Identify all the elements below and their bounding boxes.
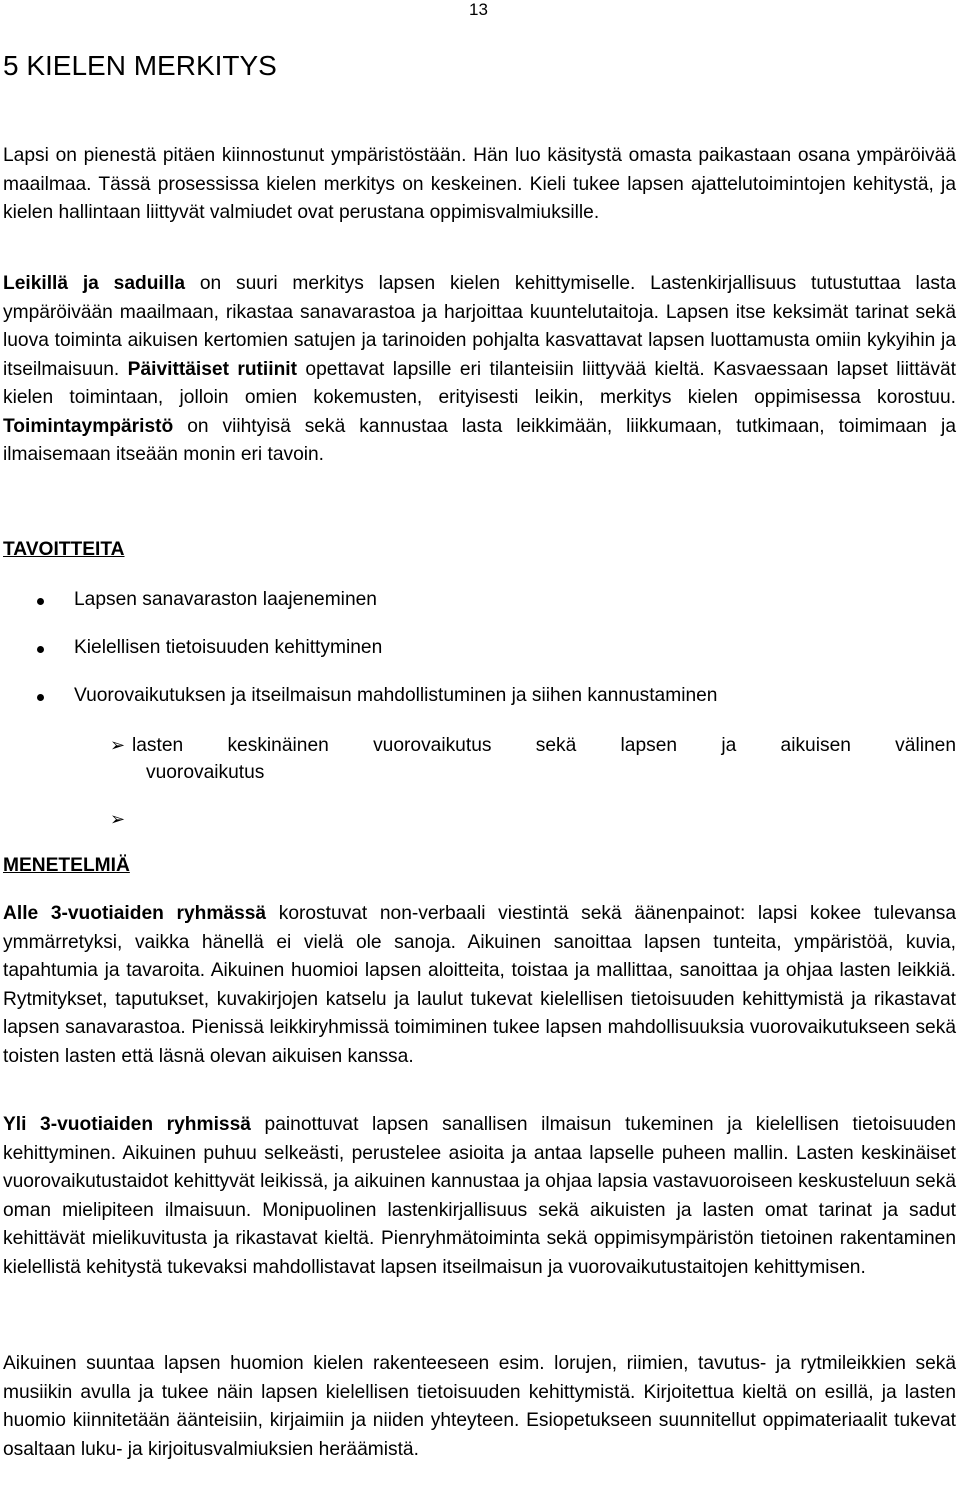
paragraph-text: on suuri merkitys lapsen kielen kehittymiselle. Lastenkirjallisuus tutustuttaa lasta ympäröivään maailmaan, rikastaa sanavarastoa ja harjoittaa kuuntelutaitoja. Lapsen itse keksimät tarinat sekä luova toiminta aikuisen kertomien satujen ja tarinoiden pohjalta kasvattavat lapsen luottamusta omiin kykyihin ja itseilmaisuun. — [3, 273, 956, 380]
page-number: 13 — [469, 0, 488, 19]
language-structure-paragraph: Aikuinen suuntaa lapsen huomion kielen rakenteeseen esim. lorujen, riimien, tavutus- ja rytmileikkien sekä musiikin avulla ja tukee näin lapsen kielellisen tietoisuuden kehittymistä. Kirjoitettua kieltä on esillä, ja lasten huomio kiinnitetään äänteisiin, kirjaimiin ja niiden yhteyteen. Esiopetukseen suunnitellut oppimateriaalit tukevat osaltaan luku- ja kirjoitusvalmiuksien heräämistä. — [3, 1353, 956, 1460]
play-and-tales-term: Leikillä ja saduilla — [3, 273, 186, 294]
language-play-paragraph — [3, 270, 956, 470]
methods-heading: MENETELMIÄ — [3, 855, 130, 876]
daily-routines-term: Päivittäiset rutiinit — [127, 358, 298, 380]
bullet-icon — [37, 694, 44, 701]
goals-heading: TAVOITTEITA — [3, 539, 125, 560]
arrow-bullet-icon: ➢ — [110, 735, 126, 755]
list-item-text: Vuorovaikutuksen ja itseilmaisun mahdollistuminen ja siihen kannustaminen — [74, 685, 718, 706]
sub-list-item — [110, 732, 956, 786]
list-item-text: Lapsen sanavaraston laajeneminen — [74, 589, 377, 610]
over-3-paragraph — [3, 1111, 956, 1282]
paragraph-text: opettavat lapsille eri tilanteisiin liittyvää kieltä. Kasvaessaan lapset liittävät kielen toimintaan, jolloin omien kokemusten, erityisesti leikin, merkitys kielen oppimisessa korostuu. — [3, 358, 956, 408]
paragraph-text: korostuvat non-verbaali viestintä sekä äänenpainot: lapsi kokee tulevansa ymmärretyksi, vaikka hänellä ei vielä ole sanoja. Aikuinen sanoittaa lapsen tunteita, ympäristöä, kuvia, tapahtumia ja tavaroita. Aikuinen huomioi lapsen aloitteita, toistaa ja mallittaa, sanoittaa ja ohjaa lasten leikkiä. Rytmitykset, taputukset, kuvakirjojen katselu ja laulut tukevat kielellisen tietoisuuden kehittymistä ja rikastavat lapsen sanavarastoa. Pienissä leikkiryhmissä toimiminen tukee lapsen mahdollisuuksia vuorovaikutukseen sekä toisten lasten että läsnä olevan aikuisen kanssa. — [3, 903, 957, 1067]
environment-term: Toimintaympäristö — [3, 415, 174, 437]
paragraph-text: painottuvat lapsen sanallisen ilmaisun tukeminen ja kielellisen tietoisuuden kehittyminen. Aikuinen puhuu selkeästi, perustelee asioita ja antaa lapselle puheen mallin. Lasten keskinäiset vuorovaikutustaidot kehittyvät leikissä, ja aikuinen kannustaa ja ohjaa lapsia vastavuoroiseen keskusteluun sekä oman mielipiteen ilmaisuun. Monipuolinen lastenkirjallisuus sekä aikuisten ja lasten omat tarinat ja sadut kehittävät mielikuvitusta ja rikastavat kieltä. Pienryhmätoiminta sekä oppimisympäristön tietoinen rakentaminen kielellistä kehitystä tukevaksi mahdollistavat lapsen itseilmaisun ja vuorovaikutustaitojen kehittymisen. — [3, 1114, 956, 1278]
list-item-text: Kielellisen tietoisuuden kehittyminen — [74, 637, 383, 658]
bullet-icon — [37, 598, 44, 605]
sub-list-item-text: lasten keskinäinen vuorovaikutus sekä lapsen ja aikuisen välinen — [132, 735, 956, 756]
under-3-paragraph — [3, 900, 956, 1071]
arrow-bullet-icon: ➢ — [110, 809, 126, 829]
chapter-title: 5 KIELEN MERKITYS — [3, 50, 277, 81]
bullet-icon — [37, 646, 44, 653]
sub-list-item-text-continued: vuorovaikutus — [146, 762, 265, 783]
under-3-group-term: Alle 3-vuotiaiden ryhmässä — [3, 903, 267, 924]
over-3-group-term: Yli 3-vuotiaiden ryhmissä — [3, 1114, 251, 1135]
paragraph-text: on viihtyisä sekä kannustaa lasta leikkimään, liikkumaan, tutkimaan, toimimaan ja ilmaisemaan itseään monin eri tavoin. — [3, 415, 956, 465]
intro-paragraph: Lapsi on pienestä pitäen kiinnostunut ympäristöstään. Hän luo käsitystä omasta paikastaan osana ympäröivää maailmaa. Tässä prosessissa kielen merkitys on keskeinen. Kieli tukee lapsen ajattelutoimintojen kehitystä, ja kielen hallintaan liittyvät valmiudet ovat perustana oppimisvalmiuksille. — [3, 145, 956, 223]
